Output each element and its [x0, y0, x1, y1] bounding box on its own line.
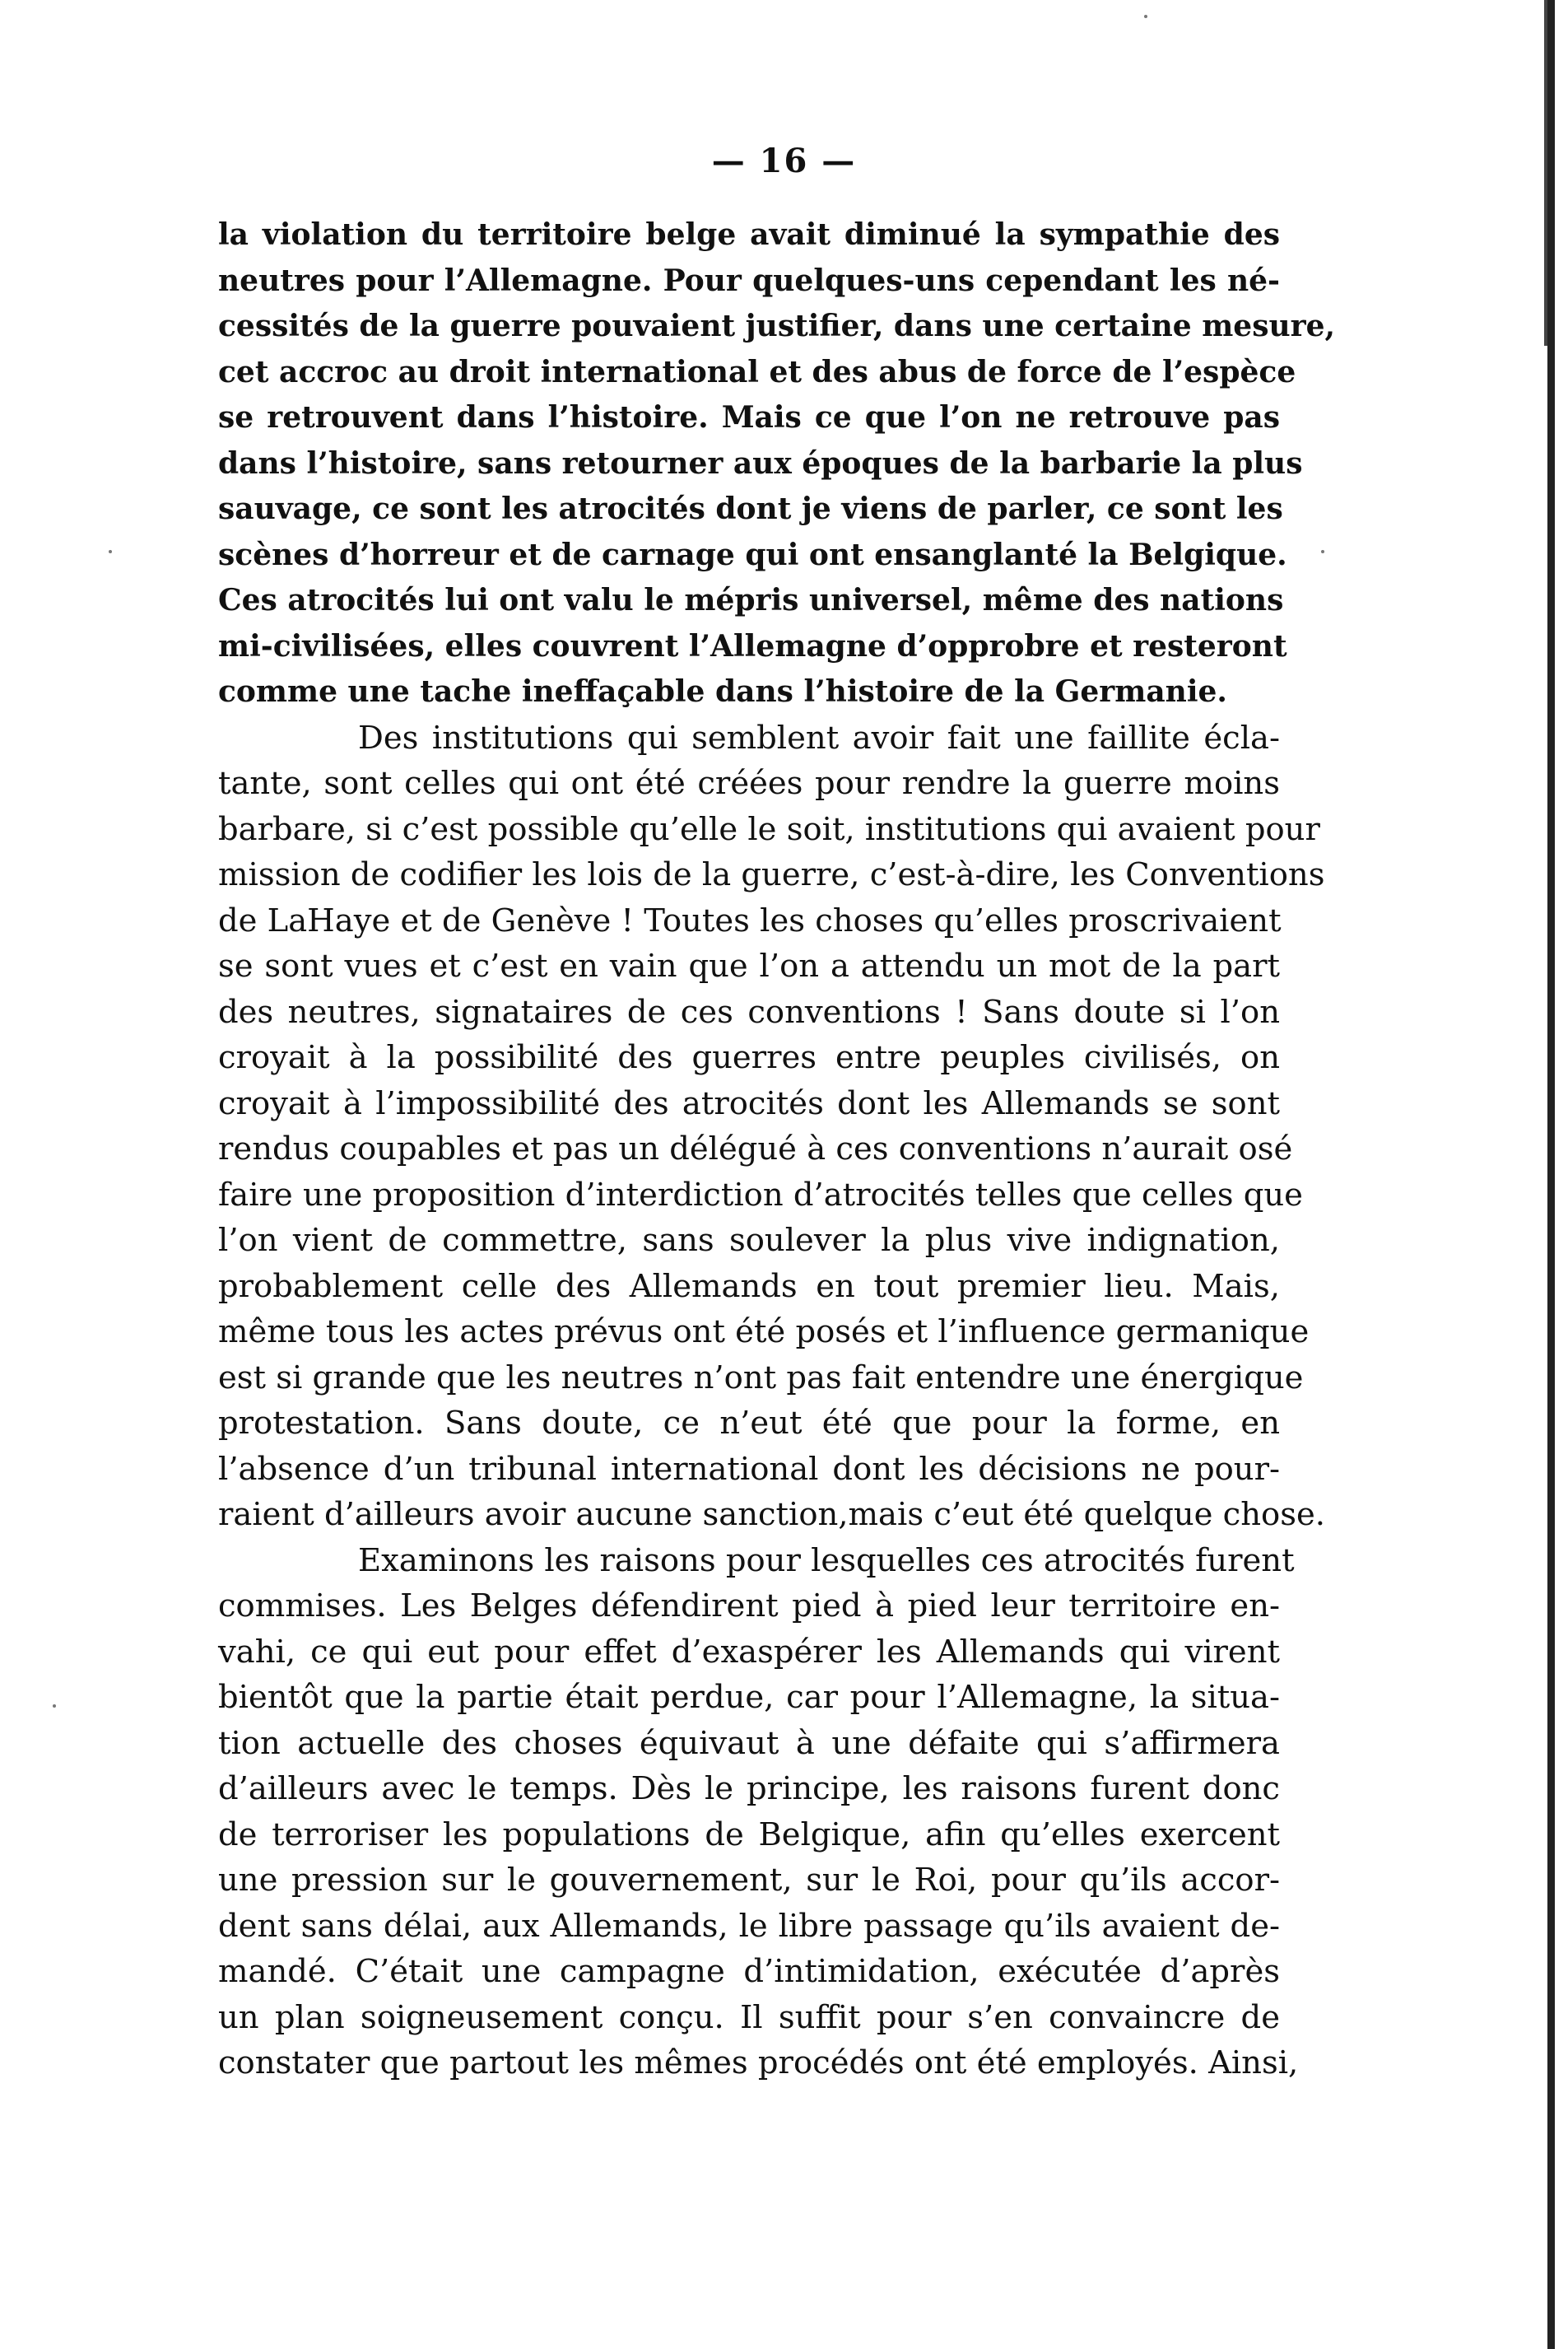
text-line: se retrouvent dans l’histoire. Mais ce que l’on ne retrouve pas: [218, 400, 1280, 435]
text-line: Examinons les raisons pour lesquelles ces atrocités furent: [358, 1541, 1295, 1579]
text-line: mi-civilisées, elles couvrent l’Allemagne d’opprobre et resteront: [218, 628, 1287, 664]
body-text: [218, 212, 1336, 2086]
text-line: probablement celle des Allemands en tout premier lieu. Mais,: [218, 1267, 1280, 1305]
text-line: dans l’histoire, sans retourner aux époques de la barbarie la plus: [218, 445, 1303, 481]
text-line: barbare, si c’est possible qu’elle le soit, institutions qui avaient pour: [218, 810, 1320, 848]
text-line: comme une tache ineffaçable dans l’histoire de la Germanie.: [218, 674, 1227, 709]
text-line: tante, sont celles qui ont été créées pour rendre la guerre moins: [218, 765, 1280, 802]
text-line: des neutres, signataires de ces conventions ! Sans doute si l’on: [218, 993, 1280, 1031]
scan-speck: [109, 550, 112, 553]
text-line: commises. Les Belges défendirent pied à pied leur territoire en-: [218, 1587, 1280, 1624]
text-line: un plan soigneusement conçu. Il suffit pour s’en convaincre de: [218, 1998, 1280, 2036]
text-line: l’on vient de commettre, sans soulever la plus vive indignation,: [218, 1222, 1280, 1259]
scan-speck: [1144, 15, 1147, 18]
text-line: mission de codifier les lois de la guerre, c’est-à-dire, les Conventions: [218, 856, 1325, 893]
text-line: la violation du territoire belge avait diminué la sympathie des: [218, 217, 1280, 252]
text-line: se sont vues et c’est en vain que l’on a attendu un mot de la part: [218, 948, 1280, 985]
page-number: — 16 —: [711, 142, 857, 180]
text-line: bientôt que la partie était perdue, car pour l’Allemagne, la situa-: [218, 1679, 1280, 1716]
text-line: cet accroc au droit international et des abus de force de l’espèce: [218, 354, 1296, 389]
text-line: Ces atrocités lui ont valu le mépris universel, même des nations: [218, 583, 1284, 618]
text-line: raient d’ailleurs avoir aucune sanction,mais c’eut été quelque chose.: [218, 1496, 1325, 1533]
text-line: croyait à l’impossibilité des atrocités dont les Allemands se sont: [218, 1084, 1280, 1122]
text-line: vahi, ce qui eut pour effet d’exaspérer les Allemands qui virent: [218, 1633, 1280, 1671]
scan-edge-rule-inner: [1544, 0, 1547, 346]
text-line: cessités de la guerre pouvaient justifier, dans une certaine mesure,: [218, 309, 1336, 343]
text-line: constater que partout les mêmes procédés ont été employés. Ainsi,: [218, 2044, 1299, 2081]
text-line: mandé. C’était une campagne d’intimidation, exécutée d’après: [218, 1953, 1280, 1990]
text-line: une pression sur le gouvernement, sur le Roi, pour qu’ils accor-: [218, 1862, 1280, 1899]
text-line: faire une proposition d’interdiction d’atrocités telles que celles que: [218, 1176, 1303, 1214]
text-line: d’ailleurs avec le temps. Dès le principe, les raisons furent donc: [218, 1770, 1280, 1807]
scan-edge-rule: [1547, 0, 1555, 2349]
text-line: de terroriser les populations de Belgique, afin qu’elles exercent: [218, 1815, 1280, 1853]
text-line: croyait à la possibilité des guerres entre peuples civilisés, on: [218, 1039, 1280, 1076]
text-line: tion actuelle des choses équivaut à une défaite qui s’affirmera: [218, 1724, 1280, 1762]
scan-speck: [1321, 550, 1324, 553]
text-line: l’absence d’un tribunal international dont les décisions ne pour-: [218, 1450, 1280, 1488]
text-line: de LaHaye et de Genève ! Toutes les choses qu’elles proscrivaient: [218, 902, 1282, 939]
text-line: scènes d’horreur et de carnage qui ont ensanglanté la Belgique.: [218, 537, 1287, 572]
text-line: est si grande que les neutres n’ont pas fait entendre une énergique: [218, 1359, 1304, 1396]
text-line: Des institutions qui semblent avoir fait une faillite écla-: [358, 719, 1280, 757]
text-line: dent sans délai, aux Allemands, le libre passage qu’ils avaient de-: [218, 1907, 1280, 1945]
text-line: protestation. Sans doute, ce n’eut été que pour la forme, en: [218, 1405, 1280, 1442]
scan-speck: [53, 1704, 56, 1708]
text-line: neutres pour l’Allemagne. Pour quelques-uns cependant les né-: [218, 263, 1280, 298]
text-line: rendus coupables et pas un délégué à ces conventions n’aurait osé: [218, 1130, 1293, 1168]
text-line: même tous les actes prévus ont été posés et l’influence germanique: [218, 1313, 1310, 1350]
text-line: sauvage, ce sont les atrocités dont je viens de parler, ce sont les: [218, 492, 1283, 526]
